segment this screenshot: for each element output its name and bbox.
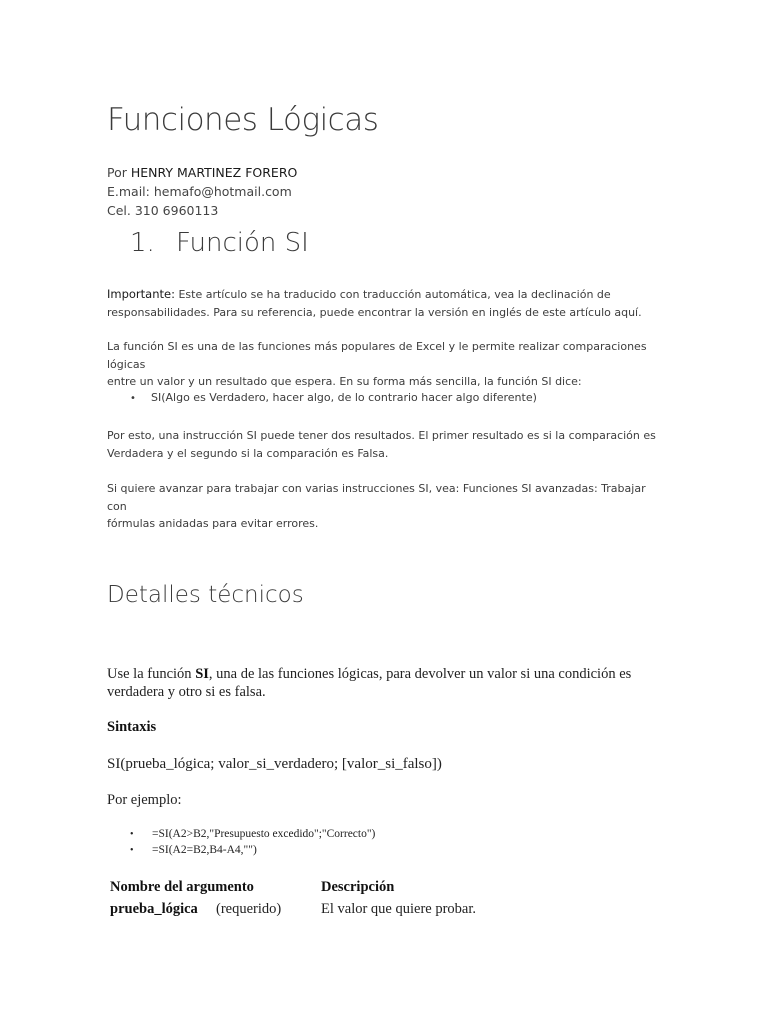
argument-description: El valor que quiere probar. [321,901,477,917]
example-label: Por ejemplo: [107,792,182,808]
section-heading-detalles: Detalles técnicos [107,582,304,608]
tech-intro [107,666,677,701]
document-title: Funciones Lógicas [107,102,379,138]
important-line-1: Este artículo se ha traducido con traducción automática, vea la declinación de [174,288,611,301]
table-header-name: Nombre del argumento [110,879,254,895]
example-item [130,843,375,859]
tech-intro-post: , una de las funciones lógicas, para devolver un valor si una condición es [208,666,632,682]
important-label: Importante: [107,287,175,301]
bullet-icon: • [130,829,134,840]
section-heading-funcion-si [130,228,309,258]
paragraph-advanced [107,480,667,533]
section-number: 1. [130,228,155,258]
syntax-label [107,719,677,737]
bullet-text: SI(Algo es Verdadero, hacer algo, de lo contrario hacer algo diferente) [151,391,537,404]
tech-intro-line-2: verdadera y otro si es falsa. [107,683,266,700]
table-header-row [110,879,630,901]
bullet-icon: • [130,393,136,404]
bullet-item [130,391,537,404]
author-phone: Cel. 310 6960113 [107,203,219,218]
author-prefix: Por [107,165,131,180]
arguments-table [110,879,630,923]
author-email: E.mail: hemafo@hotmail.com [107,184,292,199]
paragraph-intro-line-2: entre un valor y un resultado que espera. En su forma más sencilla, la función SI dice: [107,375,582,388]
argument-name: prueba_lógica [110,901,198,917]
paragraph-advanced-line-2: fórmulas anidadas para evitar errores. [107,517,319,530]
table-row [110,901,630,923]
paragraph-results-line-1: Por esto, una instrucción SI puede tener dos resultados. El primer resultado es si la comparación es [107,429,656,442]
paragraph-advanced-line-1: Si quiere avanzar para trabajar con varias instrucciones SI, vea: Funciones SI avanzadas: Trabajar con [107,482,646,513]
author-block [107,163,297,220]
argument-required: (requerido) [216,901,282,917]
syntax-label-text: Sintaxis [107,719,157,735]
example-item [130,827,375,843]
syntax-formula: SI(prueba_lógica; valor_si_verdadero; [valor_si_falso]) [107,756,442,772]
important-line-2: responsabilidades. Para su referencia, puede encontrar la versión en inglés de este artículo aquí. [107,305,642,319]
tech-intro-pre: Use la función [107,666,196,682]
bullet-icon: • [130,844,134,856]
table-header-description: Descripción [321,879,395,895]
author-name: HENRY MARTINEZ FORERO [130,165,298,180]
paragraph-results-line-2: Verdadera y el segundo si la comparación es Falsa. [107,446,389,460]
tech-intro-bold: SI [195,666,209,682]
example-text: =SI(A2=B2,B4-A4,"") [152,843,257,856]
important-note [107,286,667,321]
paragraph-intro-line-1: La función SI es una de las funciones más populares de Excel y le permite realizar comparaciones lógicas [107,340,647,371]
section-title: Función SI [176,228,309,258]
paragraph-results [107,427,667,462]
example-text: =SI(A2>B2,"Presupuesto excedido";"Correcto") [152,828,376,840]
author-line [107,163,297,182]
paragraph-intro [107,338,667,391]
example-list [130,827,375,858]
